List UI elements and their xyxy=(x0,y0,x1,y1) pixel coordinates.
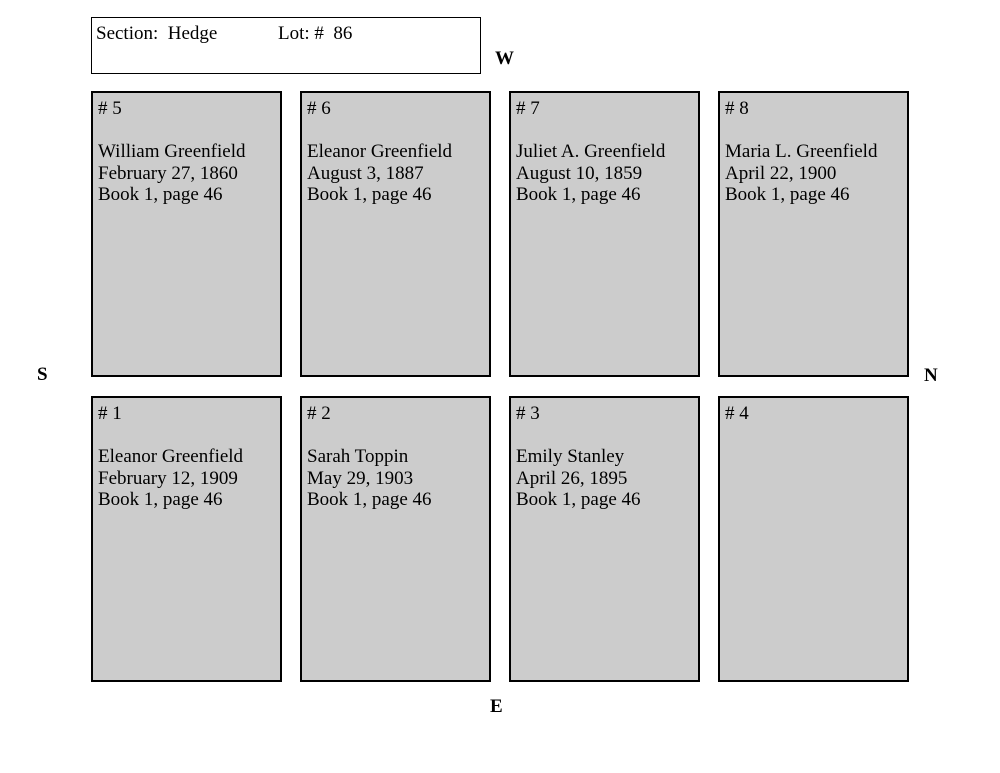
burial-name: Juliet A. Greenfield xyxy=(516,141,666,162)
plot-8 xyxy=(718,91,909,377)
burial-date: May 29, 1903 xyxy=(307,467,414,489)
plot-number: # 5 xyxy=(98,98,122,119)
plot-5 xyxy=(91,91,282,377)
lot-header xyxy=(91,17,481,74)
burial-date: February 27, 1860 xyxy=(98,162,238,184)
burial-name: Maria L. Greenfield xyxy=(725,141,878,162)
plot-1 xyxy=(91,396,282,682)
burial-reference: Book 1, page 46 xyxy=(516,184,641,205)
burial-name: Eleanor Greenfield xyxy=(307,141,453,162)
burial-record xyxy=(307,446,432,511)
burial-name: William Greenfield xyxy=(98,141,246,162)
plot-number: # 6 xyxy=(307,98,331,119)
burial-record xyxy=(516,141,665,206)
burial-record xyxy=(98,446,243,511)
burial-record xyxy=(516,446,641,511)
plot-4 xyxy=(718,396,909,682)
compass-south: S xyxy=(37,364,48,385)
compass-north: N xyxy=(924,365,938,386)
lot-number-label: Lot: # 86 xyxy=(278,23,353,44)
plot-3 xyxy=(509,396,700,682)
burial-date: April 26, 1895 xyxy=(516,467,628,489)
plot-number: # 1 xyxy=(98,403,122,424)
plot-number: # 2 xyxy=(307,403,331,424)
compass-west: W xyxy=(495,48,514,69)
plot-7 xyxy=(509,91,700,377)
plot-number: # 8 xyxy=(725,98,749,119)
plot-number: # 4 xyxy=(725,403,749,424)
burial-reference: Book 1, page 46 xyxy=(98,184,223,205)
plot-number: # 7 xyxy=(516,98,540,119)
burial-reference: Book 1, page 46 xyxy=(516,489,641,510)
plot-2 xyxy=(300,396,491,682)
section-label: Section: Hedge xyxy=(96,23,218,44)
burial-date: August 10, 1859 xyxy=(516,162,643,184)
plot-6 xyxy=(300,91,491,377)
burial-record xyxy=(307,141,452,206)
burial-date: February 12, 1909 xyxy=(98,467,238,489)
burial-name: Emily Stanley xyxy=(516,446,625,467)
burial-reference: Book 1, page 46 xyxy=(307,489,432,510)
burial-date: August 3, 1887 xyxy=(307,162,424,184)
burial-record xyxy=(725,141,877,206)
burial-record xyxy=(98,141,245,206)
compass-east: E xyxy=(490,696,503,717)
burial-reference: Book 1, page 46 xyxy=(307,184,432,205)
burial-reference: Book 1, page 46 xyxy=(98,489,223,510)
burial-name: Sarah Toppin xyxy=(307,446,409,467)
plot-number: # 3 xyxy=(516,403,540,424)
burial-date: April 22, 1900 xyxy=(725,162,837,184)
burial-name: Eleanor Greenfield xyxy=(98,446,244,467)
burial-reference: Book 1, page 46 xyxy=(725,184,850,205)
